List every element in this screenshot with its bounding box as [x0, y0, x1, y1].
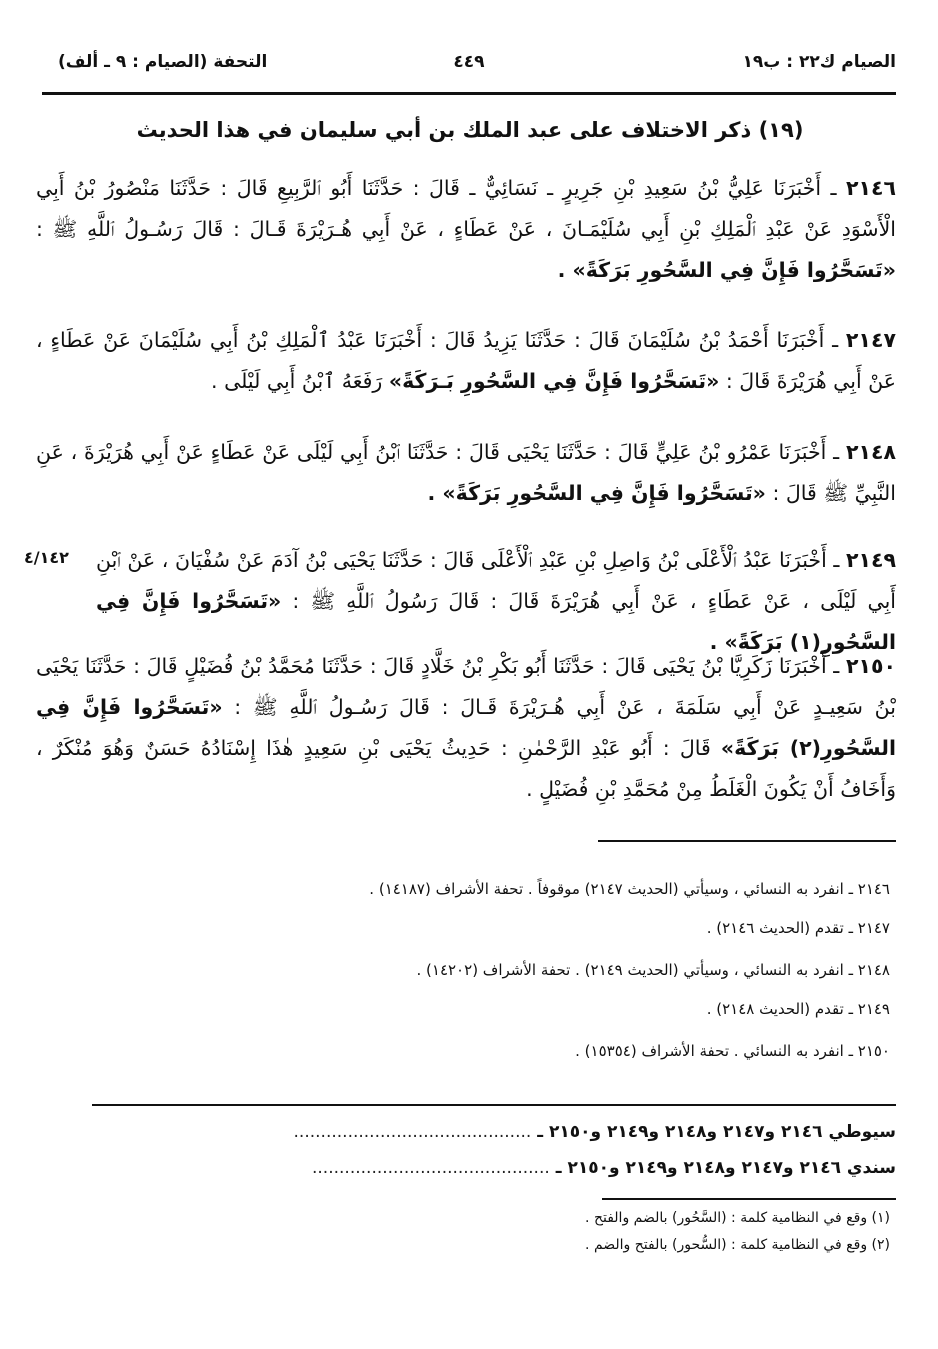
hadith-matn: «تَسَحَّرُوا فَإِنَّ فِي السَّحُورِ(٢) بَرَكَةً» [36, 695, 896, 760]
hadith-2150 [36, 646, 896, 810]
sindi-commentary-ref [50, 1158, 896, 1178]
header-tuhfa-ref: التحفة (الصيام : ٩ ـ ألف) [58, 52, 268, 72]
commentary-label: سندي ٢١٤٦ و٢١٤٧ و٢١٤٨ و٢١٤٩ و٢١٥٠ ـ [555, 1158, 896, 1178]
leader-dots: ............................................ [312, 1158, 550, 1178]
footnote-separator [602, 1198, 896, 1200]
hadith-number: ٢١٤٦ [845, 176, 896, 200]
footnote-2: (٢) وقع في النظامية كلمة : (السُّحور) بالفتح والضم . [585, 1237, 890, 1253]
commentary-rule [92, 1104, 896, 1106]
header-chapter-ref: الصيام ك٢٢ : ب١٩ [742, 52, 896, 72]
notes-separator [598, 840, 896, 842]
hadith-matn: «تَسَحَّرُوا فَإِنَّ فِي السَّحُورِ بَرَكَةً» . [427, 481, 766, 505]
leader-dots: ............................................ [293, 1122, 532, 1142]
hadith-isnad: ـ أَخْبَرَنَا عَمْرُو بْنُ عَلِيٍّ قَالَ : حَدَّثَنَا يَحْيَى قَالَ : حَدَّثَنَا ٱبْنُ أَبِي لَيْلَى عَنْ عَطَاءٍ عَنْ أَبِي هُرَيْرَةَ ، عَنِ النَّبِيِّ ﷺ قَالَ : [36, 440, 896, 505]
hadith-isnad: ـ أَخْبَرَنَا أَحْمَدُ بْنُ سُلَيْمَانَ قَالَ : حَدَّثَنَا يَزِيدُ قَالَ : أَخْبَرَنَا عَبْدُ ٱلْمَلِكِ بْنُ أَبِي سُلَيْمَانَ عَنْ عَطَاءٍ ، عَنْ أَبِي هُرَيْرَةَ قَالَ : [36, 328, 896, 393]
note-2148: ٢١٤٨ ـ انفرد به النسائي ، وسيأتي (الحديث ٢١٤٩) . تحفة الأشراف (١٤٢٠٢) . [416, 961, 890, 979]
hadith-number: ٢١٤٩ [845, 548, 896, 572]
commentary-label: سيوطي ٢١٤٦ و٢١٤٧ و٢١٤٨ و٢١٤٩ و٢١٥٠ ـ [537, 1122, 896, 1142]
hadith-2149 [96, 540, 896, 663]
hadith-2146 [36, 168, 896, 291]
footnote-1: (١) وقع في النظامية كلمة : (السَّحُور) بالضم والفتح . [585, 1210, 890, 1226]
note-2146: ٢١٤٦ ـ انفرد به النسائي ، وسيأتي (الحديث ٢١٤٧) موقوفاً . تحفة الأشراف (١٤١٨٧) . [369, 880, 890, 898]
header-rule [42, 92, 896, 95]
hadith-matn: «تَسَحَّرُوا فَإِنَّ فِي السَّحُورِ بَـرَكَةً» [388, 369, 720, 393]
hadith-matn: «تَسَحَّرُوا فَإِنَّ فِي السَّحُورِ(١) بَرَكَةً» . [96, 589, 896, 654]
margin-volume-ref: ٤/١٤٢ [24, 548, 69, 567]
page-number: ٤٤٩ [453, 52, 485, 72]
note-2147: ٢١٤٧ ـ تقدم (الحديث ٢١٤٦) . [706, 919, 890, 937]
hadith-isnad: ـ أَخْبَرَنَا عَلِيُّ بْنُ سَعِيدِ بْنِ جَرِيرٍ ـ نَسَائِيٌّ ـ قَالَ : حَدَّثَنَا أَبُو ٱلرَّبِيعِ قَالَ : حَدَّثَنَا مَنْصُورُ بْنُ أَبِي الْأَسْوَدِ عَنْ عَبْدِ ٱلْمَلِكِ بْنِ أَبِي سُلَيْمَـانَ ، عَنْ عَطَاءٍ ، عَنْ أَبِي هُـرَيْرَةَ قَـالَ : قَالَ رَسُـولُ ٱللَّهِ ﷺ : [36, 176, 896, 241]
hadith-isnad: ـ أَخْبَرَنَا زَكَرِيَّا بْنُ يَحْيَى قَالَ : حَدَّثَنَا أَبُو بَكْرِ بْنُ خَلَّادٍ قَالَ : حَدَّثَنَا مُحَمَّدُ بْنُ فُضَيْلٍ قَالَ : حَدَّثَنَا يَحْيَى بْنُ سَعِيـدٍ عَنْ أَبِي سَلَمَةَ ، عَنْ أَبِي هُـرَيْرَةَ قَـالَ : قَالَ رَسُـولُ ٱللَّهِ ﷺ : [36, 654, 896, 719]
suyuti-commentary-ref [50, 1122, 896, 1142]
hadith-isnad: ـ أَخْبَرَنَا عَبْدُ ٱلْأَعْلَى بْنُ وَاصِلِ بْنِ عَبْدِ ٱلْأَعْلَى قَالَ : حَدَّثَنَا يَحْيَى بْنُ آدَمَ عَنْ سُفْيَانَ ، عَنْ ٱبْنِ أَبِي لَيْلَى ، عَنْ عَطَاءٍ ، عَنْ أَبِي هُرَيْرَةَ قَالَ : قَالَ رَسُولُ ٱللَّهِ ﷺ : [96, 548, 896, 613]
chapter-title: (١٩) ذكر الاختلاف على عبد الملك بن أبي سليمان في هذا الحديث [136, 118, 804, 142]
hadith-2147 [36, 320, 896, 402]
note-2149: ٢١٤٩ ـ تقدم (الحديث ٢١٤٨) . [706, 1000, 890, 1018]
hadith-2148 [36, 432, 896, 514]
hadith-matn: «تَسَحَّرُوا فَإِنَّ فِي السَّحُورِ بَرَكَةً» . [557, 258, 896, 282]
note-2150: ٢١٥٠ ـ انفرد به النسائي . تحفة الأشراف (١٥٣٥٤) . [575, 1042, 890, 1060]
hadith-after: رَفَعَهُ ٱبْنُ أَبِي لَيْلَى . [211, 369, 383, 393]
hadith-number: ٢١٥٠ [845, 654, 896, 678]
hadith-number: ٢١٤٧ [845, 328, 896, 352]
hadith-number: ٢١٤٨ [845, 440, 896, 464]
hadith-after: قَالَ : أَبُو عَبْدِ الرَّحْمٰنِ : حَدِيثُ يَحْيَى بْنِ سَعِيدٍ هٰذَا إِسْنَادُهُ حَسَنٌ وَهُوَ مُنْكَرٌ ، وَأَخَافُ أَنْ يَكُونَ الْغَلَطُ مِنْ مُحَمَّدِ بْنِ فُضَيْلٍ . [36, 736, 896, 801]
